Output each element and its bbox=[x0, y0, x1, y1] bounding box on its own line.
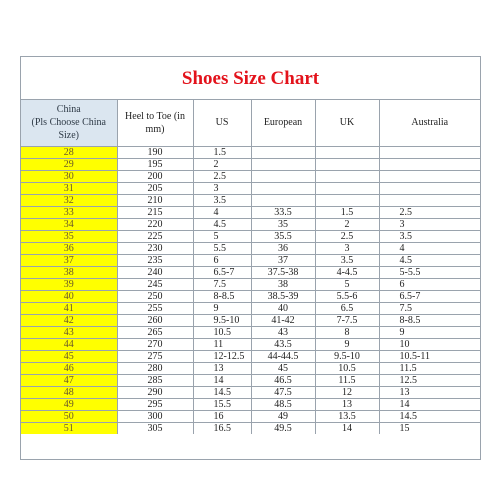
header-australia: Australia bbox=[379, 100, 480, 146]
cell-us: 16 bbox=[193, 410, 251, 422]
cell-us: 9.5-10 bbox=[193, 314, 251, 326]
cell-china: 36 bbox=[21, 242, 117, 254]
cell-us: 15.5 bbox=[193, 398, 251, 410]
table-row bbox=[21, 290, 480, 302]
table-row bbox=[21, 146, 480, 158]
table-row bbox=[21, 422, 480, 434]
cell-uk bbox=[315, 194, 379, 206]
cell-european bbox=[251, 194, 315, 206]
cell-uk bbox=[315, 146, 379, 158]
cell-china: 42 bbox=[21, 314, 117, 326]
cell-us: 2 bbox=[193, 158, 251, 170]
cell-european: 35.5 bbox=[251, 230, 315, 242]
table-row bbox=[21, 362, 480, 374]
cell-us: 3 bbox=[193, 182, 251, 194]
cell-australia: 4 bbox=[379, 242, 480, 254]
table-body bbox=[21, 146, 480, 434]
header-european: European bbox=[251, 100, 315, 146]
cell-heel-to-toe: 280 bbox=[117, 362, 193, 374]
cell-us: 4 bbox=[193, 206, 251, 218]
cell-australia: 14 bbox=[379, 398, 480, 410]
cell-uk: 14 bbox=[315, 422, 379, 434]
cell-china: 51 bbox=[21, 422, 117, 434]
cell-us: 13 bbox=[193, 362, 251, 374]
cell-uk bbox=[315, 158, 379, 170]
cell-china: 37 bbox=[21, 254, 117, 266]
cell-uk: 11.5 bbox=[315, 374, 379, 386]
cell-china: 31 bbox=[21, 182, 117, 194]
cell-european: 37.5-38 bbox=[251, 266, 315, 278]
cell-china: 40 bbox=[21, 290, 117, 302]
cell-uk bbox=[315, 182, 379, 194]
size-chart-container bbox=[20, 56, 481, 460]
cell-china: 41 bbox=[21, 302, 117, 314]
cell-australia: 3 bbox=[379, 218, 480, 230]
header-heel-to-toe: Heel to Toe (in mm) bbox=[117, 100, 193, 146]
cell-heel-to-toe: 255 bbox=[117, 302, 193, 314]
cell-uk: 8 bbox=[315, 326, 379, 338]
cell-european: 48.5 bbox=[251, 398, 315, 410]
cell-us: 10.5 bbox=[193, 326, 251, 338]
table-row bbox=[21, 158, 480, 170]
cell-us: 2.5 bbox=[193, 170, 251, 182]
cell-china: 28 bbox=[21, 146, 117, 158]
table-row bbox=[21, 254, 480, 266]
header-uk: UK bbox=[315, 100, 379, 146]
cell-heel-to-toe: 250 bbox=[117, 290, 193, 302]
cell-uk: 5 bbox=[315, 278, 379, 290]
cell-australia: 8-8.5 bbox=[379, 314, 480, 326]
cell-us: 11 bbox=[193, 338, 251, 350]
cell-china: 44 bbox=[21, 338, 117, 350]
cell-european bbox=[251, 146, 315, 158]
cell-australia: 3.5 bbox=[379, 230, 480, 242]
cell-china: 39 bbox=[21, 278, 117, 290]
cell-china: 48 bbox=[21, 386, 117, 398]
cell-heel-to-toe: 245 bbox=[117, 278, 193, 290]
cell-australia bbox=[379, 182, 480, 194]
cell-china: 35 bbox=[21, 230, 117, 242]
cell-australia bbox=[379, 194, 480, 206]
cell-european bbox=[251, 182, 315, 194]
table-row bbox=[21, 350, 480, 362]
cell-us: 14.5 bbox=[193, 386, 251, 398]
cell-heel-to-toe: 275 bbox=[117, 350, 193, 362]
cell-china: 34 bbox=[21, 218, 117, 230]
cell-australia: 6.5-7 bbox=[379, 290, 480, 302]
cell-australia: 10.5-11 bbox=[379, 350, 480, 362]
cell-uk: 9 bbox=[315, 338, 379, 350]
cell-heel-to-toe: 225 bbox=[117, 230, 193, 242]
cell-heel-to-toe: 190 bbox=[117, 146, 193, 158]
cell-uk: 5.5-6 bbox=[315, 290, 379, 302]
cell-uk: 7-7.5 bbox=[315, 314, 379, 326]
table-row bbox=[21, 338, 480, 350]
cell-us: 8-8.5 bbox=[193, 290, 251, 302]
cell-us: 4.5 bbox=[193, 218, 251, 230]
table-row bbox=[21, 242, 480, 254]
table-row bbox=[21, 410, 480, 422]
cell-european: 43 bbox=[251, 326, 315, 338]
cell-uk: 6.5 bbox=[315, 302, 379, 314]
table-row bbox=[21, 302, 480, 314]
cell-uk: 13.5 bbox=[315, 410, 379, 422]
table-row bbox=[21, 206, 480, 218]
cell-heel-to-toe: 235 bbox=[117, 254, 193, 266]
cell-australia bbox=[379, 146, 480, 158]
cell-heel-to-toe: 295 bbox=[117, 398, 193, 410]
cell-european: 36 bbox=[251, 242, 315, 254]
cell-heel-to-toe: 265 bbox=[117, 326, 193, 338]
cell-us: 6.5-7 bbox=[193, 266, 251, 278]
cell-european: 37 bbox=[251, 254, 315, 266]
cell-us: 3.5 bbox=[193, 194, 251, 206]
cell-european: 44-44.5 bbox=[251, 350, 315, 362]
cell-australia: 7.5 bbox=[379, 302, 480, 314]
cell-china: 49 bbox=[21, 398, 117, 410]
cell-us: 7.5 bbox=[193, 278, 251, 290]
cell-heel-to-toe: 290 bbox=[117, 386, 193, 398]
cell-european: 47.5 bbox=[251, 386, 315, 398]
cell-australia: 2.5 bbox=[379, 206, 480, 218]
header-china-line2: (Pls Choose China bbox=[31, 117, 106, 129]
table-row bbox=[21, 326, 480, 338]
table-row bbox=[21, 398, 480, 410]
cell-uk: 3.5 bbox=[315, 254, 379, 266]
cell-china: 33 bbox=[21, 206, 117, 218]
cell-china: 45 bbox=[21, 350, 117, 362]
cell-china: 30 bbox=[21, 170, 117, 182]
cell-heel-to-toe: 205 bbox=[117, 182, 193, 194]
cell-european: 41-42 bbox=[251, 314, 315, 326]
cell-us: 5 bbox=[193, 230, 251, 242]
cell-heel-to-toe: 215 bbox=[117, 206, 193, 218]
cell-heel-to-toe: 270 bbox=[117, 338, 193, 350]
cell-us: 12-12.5 bbox=[193, 350, 251, 362]
cell-uk: 3 bbox=[315, 242, 379, 254]
cell-heel-to-toe: 285 bbox=[117, 374, 193, 386]
cell-australia bbox=[379, 170, 480, 182]
cell-australia: 6 bbox=[379, 278, 480, 290]
cell-us: 6 bbox=[193, 254, 251, 266]
cell-uk: 2 bbox=[315, 218, 379, 230]
cell-china: 32 bbox=[21, 194, 117, 206]
header-china bbox=[21, 100, 117, 146]
cell-australia: 10 bbox=[379, 338, 480, 350]
cell-uk: 13 bbox=[315, 398, 379, 410]
cell-uk: 12 bbox=[315, 386, 379, 398]
cell-european: 43.5 bbox=[251, 338, 315, 350]
cell-australia bbox=[379, 158, 480, 170]
table-row bbox=[21, 314, 480, 326]
cell-us: 14 bbox=[193, 374, 251, 386]
cell-european: 46.5 bbox=[251, 374, 315, 386]
cell-european: 49.5 bbox=[251, 422, 315, 434]
table-row bbox=[21, 194, 480, 206]
size-table bbox=[21, 100, 480, 434]
cell-european bbox=[251, 170, 315, 182]
cell-china: 38 bbox=[21, 266, 117, 278]
cell-china: 29 bbox=[21, 158, 117, 170]
cell-australia: 12.5 bbox=[379, 374, 480, 386]
cell-australia: 5-5.5 bbox=[379, 266, 480, 278]
cell-australia: 14.5 bbox=[379, 410, 480, 422]
cell-heel-to-toe: 300 bbox=[117, 410, 193, 422]
chart-title: Shoes Size Chart bbox=[21, 57, 480, 100]
cell-european: 35 bbox=[251, 218, 315, 230]
cell-european: 38 bbox=[251, 278, 315, 290]
cell-heel-to-toe: 260 bbox=[117, 314, 193, 326]
table-row bbox=[21, 266, 480, 278]
header-row bbox=[21, 100, 480, 146]
cell-heel-to-toe: 305 bbox=[117, 422, 193, 434]
cell-european: 33.5 bbox=[251, 206, 315, 218]
cell-us: 5.5 bbox=[193, 242, 251, 254]
cell-us: 9 bbox=[193, 302, 251, 314]
cell-heel-to-toe: 195 bbox=[117, 158, 193, 170]
table-row bbox=[21, 182, 480, 194]
cell-uk: 9.5-10 bbox=[315, 350, 379, 362]
header-us: US bbox=[193, 100, 251, 146]
table-row bbox=[21, 278, 480, 290]
cell-australia: 4.5 bbox=[379, 254, 480, 266]
header-china-line3: Size) bbox=[58, 130, 80, 142]
cell-china: 50 bbox=[21, 410, 117, 422]
cell-china: 47 bbox=[21, 374, 117, 386]
cell-heel-to-toe: 200 bbox=[117, 170, 193, 182]
cell-european: 40 bbox=[251, 302, 315, 314]
cell-australia: 11.5 bbox=[379, 362, 480, 374]
cell-australia: 13 bbox=[379, 386, 480, 398]
cell-australia: 15 bbox=[399, 422, 410, 434]
cell-us: 1.5 bbox=[193, 146, 251, 158]
cell-china: 43 bbox=[21, 326, 117, 338]
cell-heel-to-toe: 210 bbox=[117, 194, 193, 206]
cell-us: 16.5 bbox=[193, 422, 251, 434]
cell-european bbox=[251, 158, 315, 170]
cell-heel-to-toe: 230 bbox=[117, 242, 193, 254]
cell-european: 38.5-39 bbox=[251, 290, 315, 302]
cell-uk bbox=[315, 170, 379, 182]
cell-heel-to-toe: 220 bbox=[117, 218, 193, 230]
table-row bbox=[21, 230, 480, 242]
cell-australia: 9 bbox=[379, 326, 480, 338]
cell-european: 45 bbox=[251, 362, 315, 374]
cell-uk: 1.5 bbox=[315, 206, 379, 218]
table-row bbox=[21, 218, 480, 230]
cell-uk: 4-4.5 bbox=[315, 266, 379, 278]
cell-uk: 2.5 bbox=[315, 230, 379, 242]
cell-uk: 10.5 bbox=[315, 362, 379, 374]
table-row bbox=[21, 386, 480, 398]
cell-heel-to-toe: 240 bbox=[117, 266, 193, 278]
cell-china: 46 bbox=[21, 362, 117, 374]
cell-european: 49 bbox=[251, 410, 315, 422]
table-row bbox=[21, 170, 480, 182]
table-row bbox=[21, 374, 480, 386]
header-china-line1: China bbox=[56, 104, 81, 116]
